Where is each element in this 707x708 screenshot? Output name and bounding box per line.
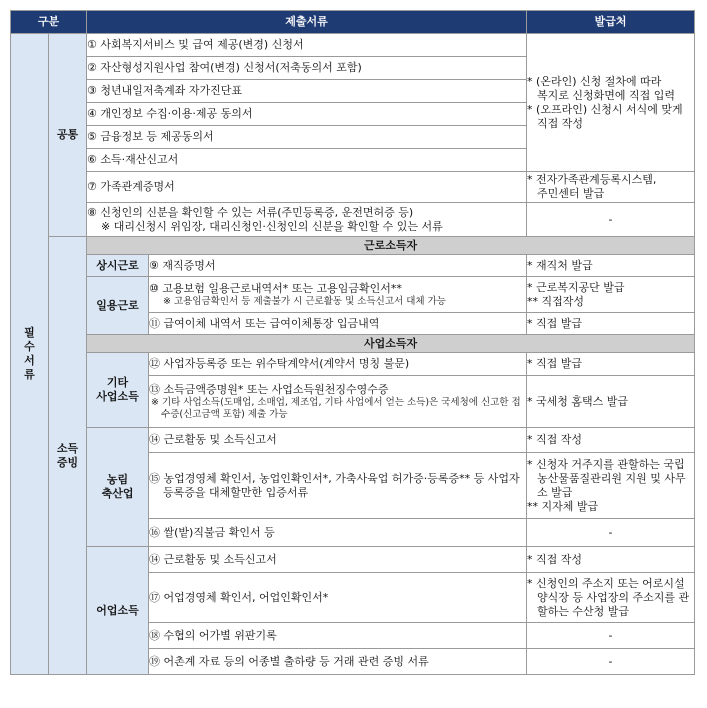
table-row bbox=[11, 428, 695, 453]
required-docs-label bbox=[11, 34, 49, 675]
doc-item-note: ※ 대리신청시 위임장, 대리신청인·신청인의 신분을 확인할 수 있는 서류 bbox=[101, 219, 443, 233]
issuer-agri-cert bbox=[527, 453, 695, 519]
issuer-line: * 전자가족관계등록시스템, bbox=[527, 173, 657, 186]
issuer-line: * (오프라인) 신청시 서식에 맞게 bbox=[527, 102, 683, 116]
doc-item bbox=[87, 203, 527, 237]
issuer-line: * 근로복지공단 발급 bbox=[527, 280, 625, 294]
required-documents-table bbox=[10, 10, 695, 675]
issuer-family-cert bbox=[527, 172, 695, 203]
issuer-common bbox=[527, 34, 695, 172]
issuer-fish-self: * 직접 작성 bbox=[527, 547, 695, 573]
issuer-payroll: * 직접 발급 bbox=[527, 313, 695, 335]
doc-item: ⑨ 재직증명서 bbox=[149, 255, 527, 277]
issuer-line: 주민센터 발급 bbox=[537, 187, 605, 200]
doc-item: ③ 청년내일저축계좌 자가진단표 bbox=[87, 80, 527, 103]
issuer-daily-work bbox=[527, 277, 695, 313]
doc-item: ⑲ 어촌계 자료 등의 어종별 출하량 등 거래 관련 증빙 서류 bbox=[149, 649, 527, 675]
common-label: 공통 bbox=[49, 34, 87, 237]
doc-item-text: ⑩ 고용보험 일용근로내역서* 또는 고용임금확인서** bbox=[149, 281, 402, 295]
issuer-line: * 신청인의 주소지 또는 어로시설 양식장 등 사업장의 주소지를 관할하는 수산청 발급 bbox=[527, 576, 690, 618]
table-row bbox=[11, 335, 695, 353]
header-documents: 제출서류 bbox=[87, 11, 527, 34]
doc-item: ⑥ 소득·재산신고서 bbox=[87, 149, 527, 172]
table-row bbox=[11, 353, 695, 376]
issuer-business-reg: * 직접 발급 bbox=[527, 353, 695, 376]
doc-item: ⑪ 급여이체 내역서 또는 급여이체통장 입금내역 bbox=[149, 313, 527, 335]
doc-item bbox=[149, 277, 527, 313]
issuer-income-cert: * 국세청 홈택스 발급 bbox=[527, 376, 695, 428]
daily-work-label: 일용근로 bbox=[87, 277, 149, 335]
doc-item: ⑦ 가족관계증명서 bbox=[87, 172, 527, 203]
required-char: 류 bbox=[24, 368, 35, 381]
issuer-auction: - bbox=[527, 623, 695, 649]
doc-item-text: ⑮ 농업경영체 확인서, 농업인확인서*, 가축사육업 허가증·등록증** 등 사업자등록증을 대체할만한 입증서류 bbox=[149, 471, 520, 499]
issuer-fishing-village: - bbox=[527, 649, 695, 675]
business-income-band: 사업소득자 bbox=[87, 335, 695, 353]
doc-item bbox=[149, 376, 527, 428]
issuer-agri-self: * 직접 작성 bbox=[527, 428, 695, 453]
earned-income-band: 근로소득자 bbox=[87, 237, 695, 255]
doc-item: ⑯ 쌀(밭)직불금 확인서 등 bbox=[149, 519, 527, 547]
doc-item: ⑭ 근로활동 및 소득신고서 bbox=[149, 428, 527, 453]
header-issuer: 발급처 bbox=[527, 11, 695, 34]
doc-item: ⑫ 사업자등록증 또는 위수탁계약서(계약서 명칭 불문) bbox=[149, 353, 527, 376]
doc-item: ⑭ 근로활동 및 소득신고서 bbox=[149, 547, 527, 573]
issuer-id-docs: - bbox=[527, 203, 695, 237]
regular-work-label: 상시근로 bbox=[87, 255, 149, 277]
issuer-line: ** 직접작성 bbox=[527, 294, 585, 308]
doc-item-text: ⑧ 신청인의 신분을 확인할 수 있는 서류(주민등록증, 운전면허증 등) bbox=[87, 205, 414, 219]
table-row bbox=[11, 237, 695, 255]
doc-item-text: ⑬ 소득금액증명원* 또는 사업소득원천징수영수증 bbox=[149, 382, 389, 396]
fishery-label: 어업소득 bbox=[87, 547, 149, 675]
header-type: 구분 bbox=[11, 11, 87, 34]
issuer-line: ** 지자체 발급 bbox=[527, 499, 599, 513]
doc-item-note: ※ 기타 사업소득(도매업, 소매업, 제조업, 기타 사업에서 얻는 소득)은 국세청에 신고한 접수증(신고금액 포함) 제출 가능 bbox=[151, 396, 521, 420]
issuer-fish-cert bbox=[527, 573, 695, 623]
required-char: 수 bbox=[24, 340, 35, 353]
doc-item: ⑰ 어업경영체 확인서, 어업인확인서* bbox=[149, 573, 527, 623]
issuer-employment: * 재직처 발급 bbox=[527, 255, 695, 277]
table-row bbox=[11, 547, 695, 573]
doc-item: ⑱ 수협의 어가별 위판기록 bbox=[149, 623, 527, 649]
issuer-rice-subsidy: - bbox=[527, 519, 695, 547]
header-row bbox=[11, 11, 695, 34]
doc-item: ④ 개인정보 수집·이용·제공 동의서 bbox=[87, 103, 527, 126]
doc-item: ① 사회복지서비스 및 급여 제공(변경) 신청서 bbox=[87, 34, 527, 57]
doc-item: ⑤ 금융정보 등 제공동의서 bbox=[87, 126, 527, 149]
other-business-label: 기타 사업소득 bbox=[87, 353, 149, 428]
issuer-line: * (온라인) 신청 절차에 따라 bbox=[527, 74, 662, 88]
doc-item bbox=[149, 453, 527, 519]
required-char: 필 bbox=[24, 326, 35, 339]
table-row bbox=[11, 172, 695, 203]
agri-label: 농림 축산업 bbox=[87, 428, 149, 547]
table-row bbox=[11, 277, 695, 313]
income-proof-label: 소득 증빙 bbox=[49, 237, 87, 675]
doc-item-note: ※ 고용임금확인서 등 제출불가 시 근로활동 및 소득신고서 대체 가능 bbox=[163, 295, 446, 307]
issuer-line: 복지로 신청화면에 직접 입력 bbox=[537, 88, 676, 102]
table-row bbox=[11, 255, 695, 277]
issuer-line: * 신청자 거주지를 관할하는 국립농산물품질관리원 지원 및 사무소 발급 bbox=[527, 457, 686, 499]
required-char: 서 bbox=[24, 354, 35, 367]
doc-item: ② 자산형성지원사업 참여(변경) 신청서(저축동의서 포함) bbox=[87, 57, 527, 80]
table-row bbox=[11, 203, 695, 237]
table-row bbox=[11, 34, 695, 57]
issuer-line: 직접 작성 bbox=[537, 116, 584, 130]
